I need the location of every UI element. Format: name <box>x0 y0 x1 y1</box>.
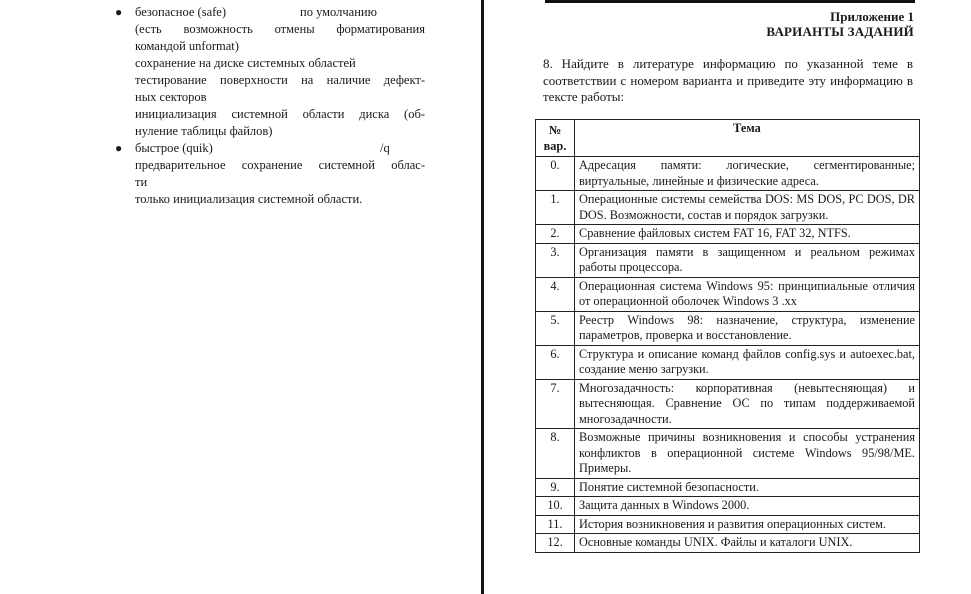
variant-topic: Понятие системной безопасности. <box>575 478 920 497</box>
table-row <box>536 225 920 244</box>
table-row <box>536 311 920 345</box>
header-num: № вар. <box>536 120 575 157</box>
table-body <box>536 157 920 553</box>
text-line: тестирование поверхности на наличие дефект- <box>135 73 425 87</box>
variant-number: 11. <box>536 515 575 534</box>
option-default: по умолчанию <box>300 5 377 19</box>
variant-number: 7. <box>536 379 575 429</box>
variant-topic: Возможные причины возникновения и способы устранения конфликтов в операционной системе Windows 95/98/ME. Примеры. <box>575 429 920 479</box>
variant-number: 4. <box>536 277 575 311</box>
variants-table <box>535 119 920 553</box>
bullet-icon: ● <box>115 5 123 19</box>
variant-number: 1. <box>536 191 575 225</box>
appendix-label: Приложение 1 <box>830 9 914 24</box>
text-line: (есть возможность отмены форматирования <box>135 22 425 36</box>
header-topic: Тема <box>575 120 920 157</box>
variant-number: 12. <box>536 534 575 553</box>
variant-number: 2. <box>536 225 575 244</box>
text-line: предварительное сохранение системной облас- <box>135 158 425 172</box>
variant-number: 0. <box>536 157 575 191</box>
variant-number: 6. <box>536 345 575 379</box>
table-row <box>536 157 920 191</box>
format-option-safe <box>115 4 425 21</box>
table-row <box>536 497 920 516</box>
variant-number: 5. <box>536 311 575 345</box>
bullet-icon: ● <box>115 141 123 155</box>
option-label: безопасное (safe) <box>135 5 227 19</box>
variant-topic: Адресация памяти: логические, сегментированные; виртуальные, линейные и физические адреса. <box>575 157 920 191</box>
format-option-quick <box>115 140 425 157</box>
variant-topic: Многозадачность: корпоративная (невытесняющая) и вытесняющая. Сравнение ОС по типам поддерживаемой многозадачности. <box>575 379 920 429</box>
page-divider <box>481 0 484 594</box>
variant-topic: Основные команды UNIX. Файлы и каталоги UNIX. <box>575 534 920 553</box>
variant-topic: Защита данных в Windows 2000. <box>575 497 920 516</box>
table-row <box>536 534 920 553</box>
header-rule <box>545 0 915 3</box>
text-line: ти <box>135 175 148 189</box>
text-line: сохранение на диске системных областей <box>135 56 356 70</box>
format-options-list <box>115 4 425 208</box>
variant-topic: Структура и описание команд файлов config.sys и autoexec.bat, создание меню загрузки. <box>575 345 920 379</box>
variant-number: 10. <box>536 497 575 516</box>
table-row <box>536 379 920 429</box>
variant-number: 9. <box>536 478 575 497</box>
text-line: только инициализация системной области. <box>135 192 363 206</box>
variant-number: 3. <box>536 243 575 277</box>
option-label: быстрое (quik) <box>135 141 213 155</box>
table-row <box>536 191 920 225</box>
table-row <box>536 345 920 379</box>
variant-number: 8. <box>536 429 575 479</box>
table-row <box>536 478 920 497</box>
table-row <box>536 515 920 534</box>
variant-topic: Организация памяти в защищенном и реальном режимах работы процессора. <box>575 243 920 277</box>
variant-topic: Операционная система Windows 95: принципиальные отличия от операционной оболочек Windows 3 .xx <box>575 277 920 311</box>
variant-topic: Сравнение файловых систем FAT 16, FAT 32, NTFS. <box>575 225 920 244</box>
table-row <box>536 277 920 311</box>
text-line: нуление таблицы файлов) <box>135 124 273 138</box>
text-line: ных секторов <box>135 90 207 104</box>
table-header-row <box>536 120 920 157</box>
variant-topic: История возникновения и развития операционных систем. <box>575 515 920 534</box>
text-line: командой unformat) <box>135 39 239 53</box>
option-switch: /q <box>380 141 390 155</box>
task-text: 8. Найдите в литературе информацию по указанной теме в соответствии с номером варианта и приведите эту информацию в тексте работы: <box>543 56 913 104</box>
variant-topic: Операционные системы семейства DOS: MS DOS, PC DOS, DR DOS. Возможности, состав и порядок загрузки. <box>575 191 920 225</box>
text-line: инициализация системной области диска (об- <box>135 107 425 121</box>
variant-topic: Реестр Windows 98: назначение, структура, изменение параметров, проверка и восстановление. <box>575 311 920 345</box>
table-row <box>536 429 920 479</box>
left-page <box>0 0 480 594</box>
page-title: ВАРИАНТЫ ЗАДАНИЙ <box>766 24 914 39</box>
table-row <box>536 243 920 277</box>
